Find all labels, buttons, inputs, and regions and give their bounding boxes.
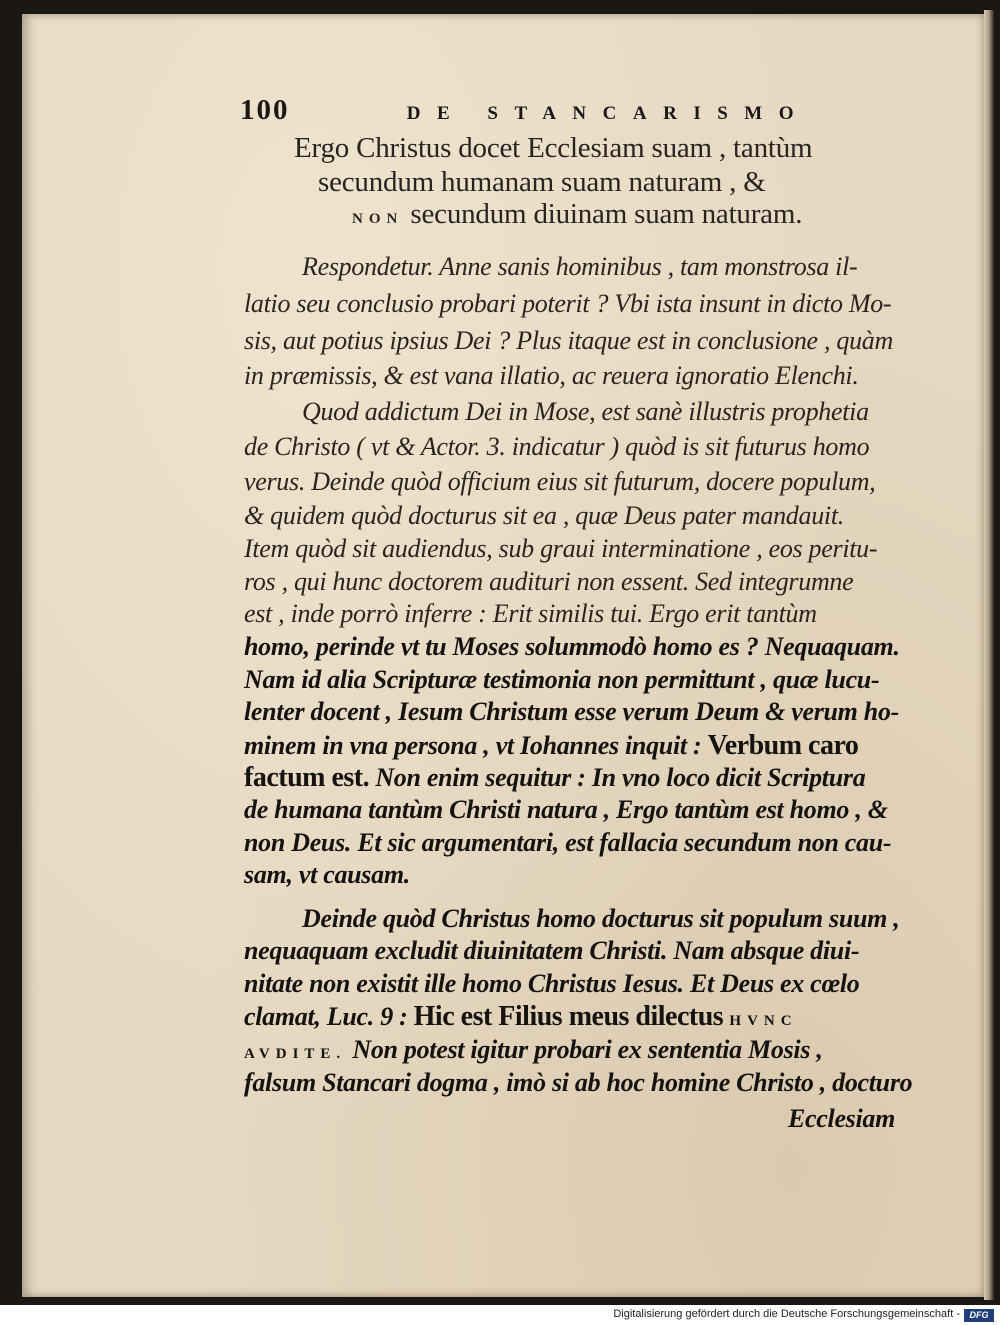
text-line: nitate non existit ille homo Christus Iesus. Et Deus ex cœlo (244, 969, 860, 998)
text-line: Nam id alia Scripturæ testimonia non permittunt , quæ lucu- (244, 665, 880, 694)
text-line-part: clamat, Luc. 9 : (244, 1002, 408, 1031)
dfg-logo: DFG (964, 1309, 994, 1322)
text-line: est , inde porrò inferre : Erit similis tui. Ergo erit tantùm (244, 599, 817, 628)
text-line: Quod addictum Dei in Mose, est sanè illustris prophetia (302, 397, 869, 426)
text-line: non Deus. Et sic argumentari, est fallacia secundum non cau- (244, 828, 892, 857)
credit-text: Digitalisierung gefördert durch die Deutsche Forschungsgemeinschaft - (613, 1308, 960, 1320)
page-edge (984, 10, 994, 1300)
text-line: Item quòd sit audiendus, sub graui interminatione , eos peritu- (244, 534, 878, 563)
text-line: sam, vt causam. (244, 860, 410, 889)
running-title: DE STANCARISMO (406, 103, 810, 124)
text-line: in præmissis, & est vana illatio, ac reuera ignoratio Elenchi. (244, 361, 859, 390)
text-line-part: minem in vna persona , vt Iohannes inquit : (244, 731, 702, 760)
text-line (244, 730, 858, 762)
text-line-part: Non enim sequitur : In vno loco dicit Scriptura (375, 763, 866, 792)
hunc-smallcaps: HVNC (729, 1013, 798, 1029)
text-line: homo, perinde vt tu Moses solummodò homo es ? Nequaquam. (244, 632, 900, 661)
audite-smallcaps: AVDITE. (244, 1046, 347, 1062)
text-line: sis, aut potius ipsius Dei ? Plus itaque est in conclusione , quàm (244, 326, 893, 355)
running-head (240, 94, 810, 127)
luke-quote: Hic est Filius meus dilectus (413, 1001, 724, 1032)
conclusion-line-1: Ergo Christus docet Ecclesiam suam , tantùm (294, 132, 813, 164)
text-line: verus. Deinde quòd officium eius sit futurum, docere populum, (244, 467, 876, 496)
text-line: de Christo ( vt & Actor. 3. indicatur ) quòd is sit futurus homo (244, 432, 870, 461)
verbum-quote-end: factum est. (244, 762, 370, 793)
catchword: Ecclesiam (788, 1104, 896, 1133)
conclusion-smallcaps: NON (352, 211, 404, 227)
verbum-quote: Verbum caro (707, 730, 859, 761)
text-line (244, 762, 865, 794)
text-line (244, 1035, 823, 1065)
text-line: ros , qui hunc doctorem audituri non essent. Sed integrumne (244, 567, 854, 596)
text-line (244, 1001, 798, 1033)
text-line: lenter docent , Iesum Christum esse verum Deum & verum ho- (244, 697, 900, 726)
footer-credit-bar (0, 1305, 1000, 1325)
conclusion-line-2: secundum humanam suam naturam , & (318, 166, 766, 198)
text-line: Respondetur. Anne sanis hominibus , tam monstrosa il- (302, 252, 858, 281)
text-line: falsum Stancari dogma , imò si ab hoc homine Christo , docturo (244, 1068, 913, 1097)
text-line: Deinde quòd Christus homo docturus sit populum suum , (302, 904, 900, 933)
text-line: de humana tantùm Christi natura , Ergo tantùm est homo , & (244, 795, 888, 824)
conclusion-line-3-text: secundum diuinam suam naturam. (410, 198, 803, 230)
page-number: 100 (240, 94, 290, 126)
text-line: nequaquam excludit diuinitatem Christi. Nam absque diui- (244, 936, 860, 965)
text-line: latio seu conclusio probari poterit ? Vbi ista insunt in dicto Mo- (244, 289, 892, 318)
conclusion-line-3 (352, 198, 802, 231)
text-line-part: Non potest igitur probari ex sententia Mosis , (352, 1035, 823, 1064)
text-line: & quidem quòd docturus sit ea , quæ Deus pater mandauit. (244, 501, 844, 530)
